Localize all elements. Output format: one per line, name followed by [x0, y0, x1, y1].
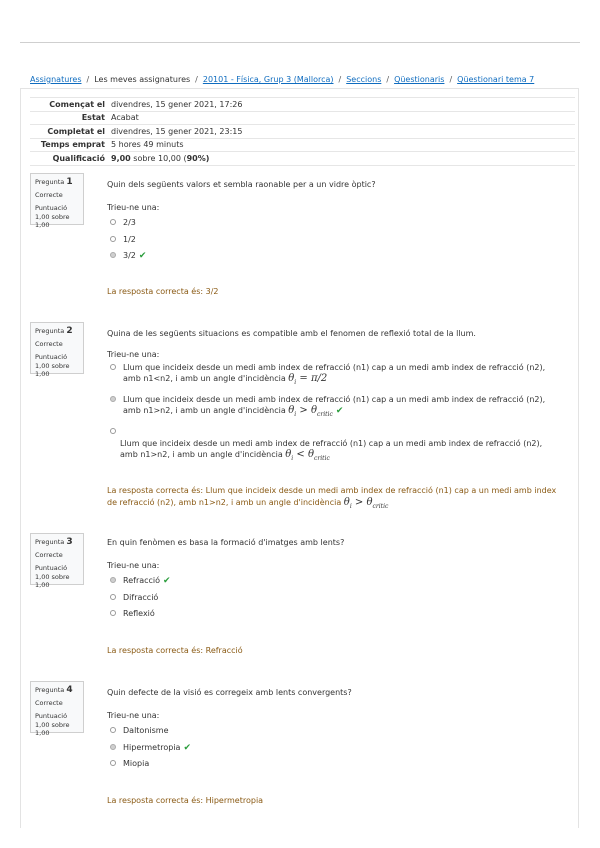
breadcrumb-separator: / [86, 75, 90, 84]
answer-option[interactable] [107, 394, 557, 420]
question-text: Quin dels següents valors et sembla raonable per a un vidre òptic? [107, 180, 376, 189]
radio-button-selected[interactable] [110, 396, 116, 402]
answer-option[interactable] [107, 573, 562, 590]
check-icon: ✔ [335, 406, 344, 416]
breadcrumb-quiz[interactable]: Qüestionari tema 7 [457, 75, 535, 84]
option-label: Daltonisme [123, 726, 169, 735]
attempt-summary-table [30, 97, 575, 166]
answer-option[interactable] [107, 590, 562, 607]
answer-option[interactable] [107, 362, 557, 388]
question-number: Pregunta 2 [35, 326, 73, 336]
answer-option[interactable] [107, 426, 557, 464]
grade-max: sobre 10,00 ( [130, 153, 187, 163]
option-label: Refracció [123, 576, 161, 585]
grade-score: 9,00 [111, 153, 131, 163]
question-1-feedback: La resposta correcta és: 3/2 [107, 287, 219, 296]
math-formula: $\theta_i > \theta_{critic}$ [288, 405, 333, 418]
radio-button[interactable] [110, 236, 116, 242]
question-text: Quin defecte de la visió es corregeix amb lents convergents? [107, 688, 352, 697]
breadcrumb-course[interactable]: 20101 - Física, Grup 3 (Mallorca) [202, 75, 334, 84]
option-label: Llum que incideix desde un medi amb index de refracció (n1) cap a un medi amb index de refracció (n2), amb n1<n2, i amb un angle d'incidència [123, 363, 546, 383]
answer-prompt: Trieu-ne una: [107, 203, 160, 212]
check-icon: ✔ [138, 251, 147, 261]
summary-row-completed [30, 125, 575, 139]
answer-option[interactable] [107, 248, 562, 265]
radio-button-selected[interactable] [110, 577, 116, 583]
question-state: Correcte [35, 340, 63, 349]
option-label: Llum que incideix desde un medi amb index de refracció (n1) cap a un medi amb index de refracció (n2), amb n1>n2, i amb un angle d'incidència [120, 439, 543, 459]
question-number: Pregunta 4 [35, 685, 73, 695]
radio-button[interactable] [110, 364, 116, 370]
radio-button[interactable] [110, 610, 116, 616]
answer-option[interactable] [107, 606, 562, 623]
summary-label: Començat el [30, 98, 111, 112]
question-text: Quina de les següents situacions es compatible amb el fenomen de reflexió total de la llum. [107, 329, 476, 338]
summary-label: Temps emprat [30, 138, 111, 152]
summary-row-grade [30, 152, 575, 166]
breadcrumb-sections[interactable]: Seccions [346, 75, 382, 84]
question-4-info [30, 681, 84, 737]
radio-button-selected[interactable] [110, 744, 116, 750]
option-label: Difracció [123, 592, 159, 602]
option-label: Hipermetropia [123, 742, 181, 752]
grade-percent-suffix: %) [197, 153, 210, 163]
question-state: Correcte [35, 191, 63, 200]
summary-value: Acabat [111, 111, 575, 125]
question-grade: Puntuació 1,00 sobre 1,00 [35, 712, 70, 737]
answer-prompt: Trieu-ne una: [107, 561, 160, 570]
summary-label: Completat el [30, 125, 111, 139]
math-formula: $\theta_i > \theta_{critic}$ [343, 497, 389, 510]
question-1-content [107, 180, 562, 265]
question-4-content [107, 688, 562, 773]
question-2-feedback [107, 485, 562, 513]
question-2-content [107, 329, 557, 470]
breadcrumb [30, 75, 534, 84]
question-text: En quin fenòmen es basa la formació d'imatges amb lents? [107, 538, 345, 547]
radio-button[interactable] [110, 727, 116, 733]
option-label: Miopia [123, 759, 150, 768]
math-formula: $\theta_i = \pi/2$ [288, 373, 328, 386]
question-3-content [107, 538, 562, 623]
radio-button[interactable] [110, 760, 116, 766]
question-number: Pregunta 3 [35, 537, 73, 547]
breadcrumb-my-courses: Les meves assignatures [94, 75, 191, 84]
header-divider [20, 42, 580, 43]
question-number: Pregunta 1 [35, 177, 73, 187]
feedback-text: La resposta correcta és: Llum que incideix desde un medi amb index de refracció (n1) cap a un medi amb index de refracció (n2), amb n1>n2, i amb un angle d'incidència [107, 486, 557, 507]
summary-row-started [30, 98, 575, 112]
breadcrumb-separator: / [195, 75, 198, 84]
question-grade: Puntuació 1,00 sobre 1,00 [35, 204, 70, 229]
summary-row-state [30, 111, 575, 125]
option-label: Llum que incideix desde un medi amb index de refracció (n1) cap a un medi amb index de refracció (n2), amb n1>n2, i amb un angle d'incidència [123, 395, 546, 415]
breadcrumb-quizzes[interactable]: Qüestionaris [394, 75, 445, 84]
answer-prompt: Trieu-ne una: [107, 711, 160, 720]
summary-label: Estat [30, 111, 111, 125]
breadcrumb-separator: / [449, 75, 453, 84]
question-2-info [30, 322, 84, 378]
option-label: Reflexió [123, 609, 155, 618]
summary-value: divendres, 15 gener 2021, 23:15 [111, 125, 575, 139]
question-4-feedback: La resposta correcta és: Hipermetropia [107, 796, 264, 805]
check-icon: ✔ [163, 576, 171, 586]
grade-percent: 90 [186, 153, 198, 163]
summary-row-time [30, 138, 575, 152]
question-1-info [30, 173, 84, 229]
summary-value: 5 hores 49 minuts [111, 138, 575, 152]
question-3-feedback: La resposta correcta és: Refracció [107, 646, 243, 655]
question-grade: Puntuació 1,00 sobre 1,00 [35, 353, 70, 378]
option-label: 3/2 [123, 251, 136, 260]
answer-option[interactable] [107, 215, 562, 232]
answer-option[interactable] [107, 756, 562, 773]
summary-label: Qualificació [30, 152, 111, 166]
answer-option[interactable] [107, 232, 562, 249]
radio-button[interactable] [110, 428, 116, 434]
breadcrumb-assignatures[interactable]: Assignatures [30, 75, 82, 84]
option-label: 1/2 [123, 234, 136, 244]
radio-button-selected[interactable] [110, 252, 116, 258]
question-grade: Puntuació 1,00 sobre 1,00 [35, 564, 70, 589]
breadcrumb-separator: / [338, 75, 342, 84]
question-3-info [30, 533, 84, 589]
breadcrumb-separator: / [386, 75, 390, 84]
math-formula: $\theta_i < \theta_{critic}$ [285, 449, 330, 462]
answer-prompt: Trieu-ne una: [107, 350, 160, 359]
question-state: Correcte [35, 551, 63, 560]
answer-option[interactable] [107, 723, 562, 740]
summary-grade-value [111, 152, 575, 166]
answer-option[interactable] [107, 740, 562, 757]
question-state: Correcte [35, 699, 63, 708]
option-label: 2/3 [123, 218, 136, 227]
radio-button[interactable] [110, 219, 116, 225]
summary-value: divendres, 15 gener 2021, 17:26 [111, 98, 575, 112]
radio-button[interactable] [110, 594, 116, 600]
check-icon: ✔ [183, 742, 191, 753]
